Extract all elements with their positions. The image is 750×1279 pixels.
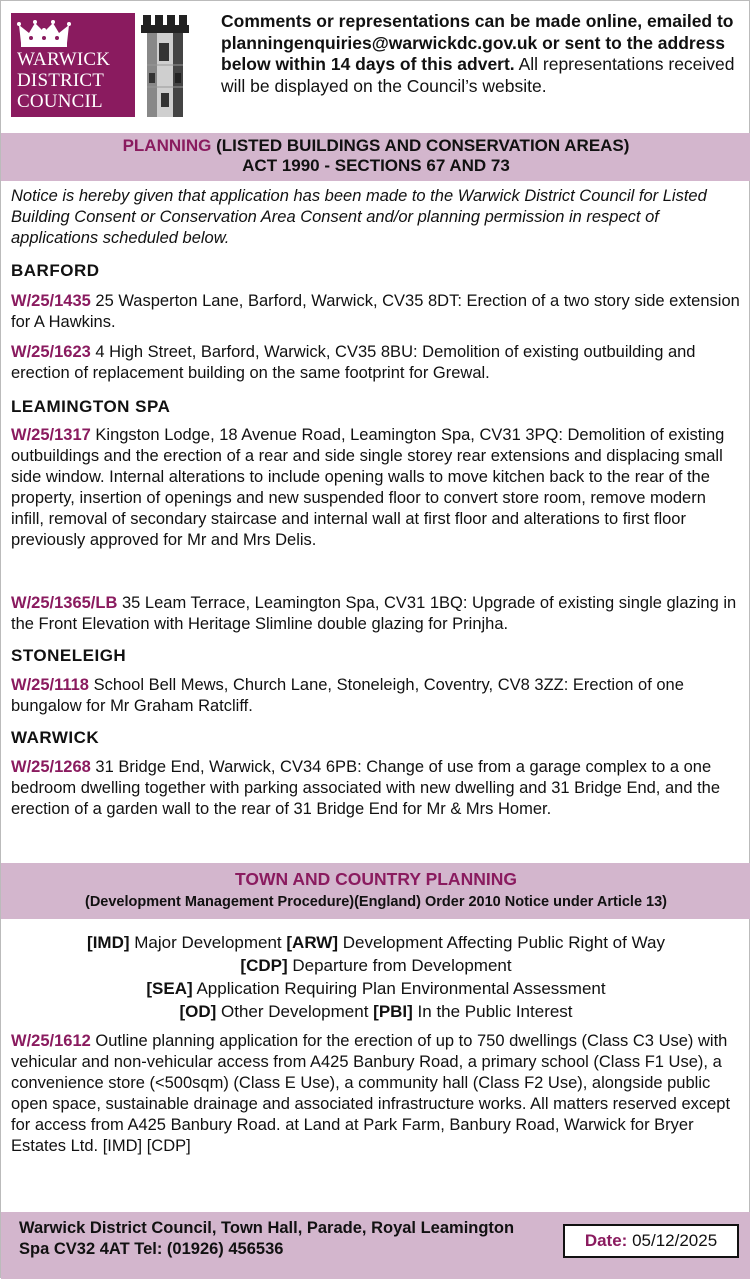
- title-rest: (LISTED BUILDINGS AND CONSERVATION AREAS): [211, 136, 630, 155]
- code-arw-desc: Development Affecting Public Right of Way: [338, 933, 665, 952]
- logo-line: DISTRICT: [17, 70, 105, 91]
- council-address: Warwick District Council, Town Hall, Parade, Royal Leamington Spa CV32 4AT Tel: (01926) 456536: [19, 1219, 515, 1258]
- application-entry: [11, 757, 743, 820]
- section-heading-stoneleigh: STONELEIGH: [11, 646, 127, 665]
- logo-panel: [11, 13, 135, 117]
- logo-line: WARWICK: [17, 49, 111, 70]
- legend-line: [11, 931, 741, 954]
- code-imd-desc: Major Development: [129, 933, 287, 952]
- castle-tower-icon: [139, 13, 191, 117]
- date-label: Date:: [584, 1231, 628, 1250]
- application-text: Kingston Lodge, 18 Avenue Road, Leamington Spa, CV31 3PQ: Demolition of existing outbuildings and the erection of a rear and side single storey rear extensions and displacing small side window. Internal alterations to include opening walls to move kitchen back to the rear of the property, insertion of openings and new suspended floor to convert store room, remove modern infill, removal of secondary staircase and internal wall at first floor and alterations to first floor previously approved for Mr and Mrs Delis.: [11, 426, 725, 549]
- code-arw: [ARW]: [286, 933, 338, 952]
- logo-line: COUNCIL: [17, 91, 103, 112]
- code-cdp: [CDP]: [240, 956, 288, 975]
- application-entry: [11, 593, 743, 635]
- code-od-desc: Other Development: [216, 1002, 374, 1021]
- section-heading-barford: BARFORD: [11, 261, 100, 280]
- section-heading-leamington-spa: LEAMINGTON SPA: [11, 397, 171, 416]
- application-text: 35 Leam Terrace, Leamington Spa, CV31 1BQ: Upgrade of existing single glazing in the Front Elevation with Heritage Slimline double glazing for Prinjha.: [11, 594, 737, 633]
- crown-icon: [17, 19, 71, 47]
- application-text: Outline planning application for the erection of up to 750 dwellings (Class C3 Use) with vehicular and non-vehicular access from A425 Banbury Road, a primary school (Class F1 Use), a convenience store (<500sqm) (Class E Use), a community hall (Class F2 Use), alongside public open space, sustainable drainage and associated infrastructure works. All matters reserved except for access from A425 Banbury Road. at Land at Park Farm, Banbury Road, Warwick for Bryer Estates Ltd. [IMD] [CDP]: [11, 1032, 731, 1155]
- application-entry: [11, 675, 743, 717]
- code-pbi-desc: In the Public Interest: [412, 1002, 573, 1021]
- date-value: 05/12/2025: [627, 1231, 718, 1250]
- application-entry: [11, 425, 743, 551]
- code-sea: [SEA]: [146, 979, 193, 998]
- application-ref: W/25/1365/LB: [11, 594, 118, 612]
- town-country-planning-band: [1, 863, 750, 919]
- instructions-normal: All representations received will be displayed on the Council’s website.: [221, 54, 735, 96]
- code-cdp-desc: Departure from Development: [287, 956, 512, 975]
- application-text: 4 High Street, Barford, Warwick, CV35 8BU: Demolition of existing outbuilding and erection of replacement building on the same footprint for Grewal.: [11, 343, 696, 382]
- code-pbi: [PBI]: [373, 1002, 413, 1021]
- footer: [1, 1212, 750, 1279]
- application-text: School Bell Mews, Church Lane, Stoneleigh, Coventry, CV8 3ZZ: Erection of one bungalow for Mr Graham Ratcliff.: [11, 676, 684, 715]
- title-accent: PLANNING: [122, 136, 212, 155]
- council-logo: [11, 13, 191, 117]
- instructions-bold: Comments or representations can be made online, emailed to planningenquiries@warwickdc.gov.uk or sent to the address below within 14 days of this advert.: [221, 11, 734, 74]
- title-line-2: ACT 1990 - SECTIONS 67 AND 73: [242, 156, 510, 175]
- legend-line: [11, 977, 741, 1000]
- application-code-legend: [11, 931, 741, 1023]
- application-entry: [11, 291, 743, 333]
- application-ref: W/25/1435: [11, 292, 91, 310]
- application-text: 25 Wasperton Lane, Barford, Warwick, CV35 8DT: Erection of a two story side extension for A Hawkins.: [11, 292, 740, 331]
- application-ref: W/25/1623: [11, 343, 91, 361]
- code-imd: [IMD]: [87, 933, 130, 952]
- town-country-title: TOWN AND COUNTRY PLANNING: [235, 869, 517, 889]
- application-text: 31 Bridge End, Warwick, CV34 6PB: Change of use from a garage complex to a one bedroom dwelling together with parking associated with new dwelling and 31 Bridge End, and the erection of a garden wall to the rear of 31 Bridge End for Mr & Mrs Homer.: [11, 758, 721, 818]
- application-ref: W/25/1268: [11, 758, 91, 776]
- title-line-1: [1, 136, 750, 156]
- comments-instructions: [221, 11, 741, 97]
- application-ref: W/25/1317: [11, 426, 91, 444]
- intro-notice: Notice is hereby given that application has been made to the Warwick District Council for Listed Building Consent or Conservation Area Consent and/or planning permission in respect of applications scheduled below.: [11, 187, 707, 247]
- listed-buildings-title-band: [1, 133, 750, 181]
- application-entry: [11, 1031, 743, 1157]
- legend-line: [11, 1000, 741, 1023]
- code-sea-desc: Application Requiring Plan Environmental Assessment: [192, 979, 606, 998]
- notice-date: [563, 1224, 739, 1258]
- logo-wordmark: [17, 49, 129, 112]
- application-ref: W/25/1612: [11, 1032, 91, 1050]
- section-heading-warwick: WARWICK: [11, 728, 100, 747]
- application-ref: W/25/1118: [11, 676, 89, 694]
- town-country-subtitle: (Development Management Procedure)(England) Order 2010 Notice under Article 13): [84, 894, 668, 910]
- application-entry: [11, 342, 743, 384]
- header: [1, 1, 750, 133]
- code-od: [OD]: [179, 1002, 217, 1021]
- legend-line: [11, 954, 741, 977]
